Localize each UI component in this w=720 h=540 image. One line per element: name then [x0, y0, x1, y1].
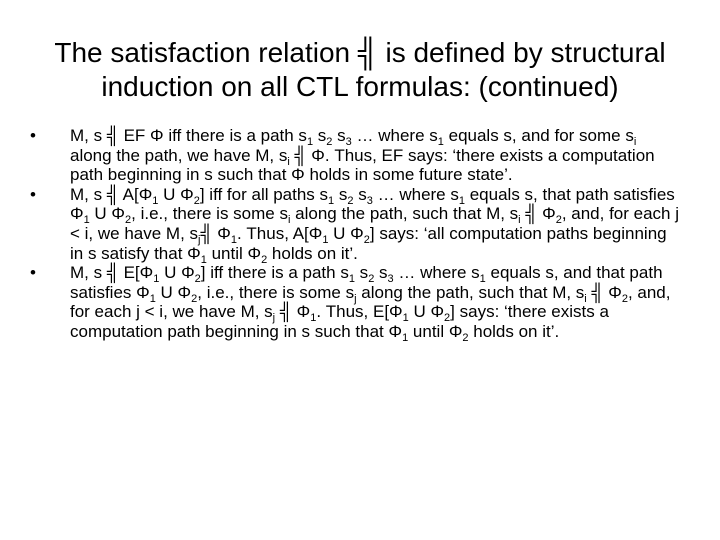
subscript: 2 [194, 273, 201, 286]
subscript: 2 [193, 194, 200, 207]
subscript: 2 [125, 214, 132, 227]
subscript: 1 [402, 331, 409, 344]
subscript: j [198, 233, 201, 246]
subscript: 2 [555, 214, 562, 227]
subscript: 2 [363, 233, 370, 246]
subscript: 1 [152, 194, 159, 207]
subscript: 1 [149, 292, 156, 305]
bullet-text-ef: M, s ╣ EF Φ iff there is a path $s_1$ $s_2$ $s_3$ … where $s_1$ equals s, and for some $s_i$ along the path, we have M, $s_i$ ╣ Φ. Thus, EF says: ‘there exists a computation path beginning in s such that Φ holds in some future state’. [70, 126, 655, 185]
subscript: i [584, 292, 587, 305]
title-line-2: induction on all CTL formulas: (continued) [101, 71, 619, 102]
bullet-marker: • [30, 184, 36, 204]
subscript: 2 [347, 194, 354, 207]
bullet-item-au [30, 184, 680, 266]
bullet-marker: • [30, 126, 36, 145]
subscript: 1 [328, 194, 335, 207]
subscript: 1 [402, 312, 409, 325]
subscript: 2 [621, 292, 628, 305]
subscript: 1 [310, 312, 317, 325]
subscript: 2 [462, 331, 469, 344]
subscript: i [287, 155, 290, 168]
subscript: 2 [368, 273, 375, 286]
title-line-1: The satisfaction relation ╣ is defined by structural [54, 37, 666, 68]
subscript: 1 [322, 233, 329, 246]
bullet-text-eu: M, s ╣ $E[\Phi_1$ U $\Phi_2$] iff there is a path $s_1$ $s_2$ $s_3$ … where $s_1$ equals s, and that path satisfies $\Phi_1$ U $\Phi_2$, i.e., there is some $s_j$ along the path, such that M, $s_i$ ╣ $\Phi_2$, and, for each j < i, we have M, $s_j$ ╣ $\Phi_1$. Thus, $E[\Phi_1$ U $\Phi_2$] says: ‘there exists a computation path beginning in s such that $\Phi_1$ until $\Phi_2$ holds on it’. [70, 263, 671, 344]
subscript: 1 [437, 136, 444, 148]
bullet-text-au: M, s ╣ $A[\Phi_1$ U $\Phi_2$] iff for all paths $s_1$ $s_2$ $s_3$ … where $s_1$ equals s, that path satisfies $\Phi_1$ U $\Phi_2$, i.e., there is some $s_i$ along the path, such that M, $s_i$ ╣ $\Phi_2$, and, for each j < i, we have M, $s_j╣$ $\Phi_1$. Thus, $A[\Phi_1$ U $\Phi_2$] says: ‘all computation paths beginning in s satisfy that $\Phi_1$ until $\Phi_2$ holds on it’. [70, 184, 679, 266]
subscript: 1 [458, 194, 465, 207]
bullet-item-eu [30, 263, 680, 344]
subscript: 2 [191, 292, 198, 305]
subscript: 1 [306, 136, 314, 148]
subscript: 2 [261, 253, 268, 266]
slide-title [20, 36, 700, 104]
subscript: i [518, 214, 521, 227]
subscript: j [354, 292, 357, 305]
subscript: 1 [83, 214, 90, 227]
subscript: 2 [326, 136, 333, 148]
subscript: 2 [444, 312, 451, 325]
subscript: j [272, 312, 276, 325]
bullet-list [30, 126, 680, 342]
subscript: 3 [387, 273, 394, 286]
bullet-marker: • [30, 263, 36, 283]
subscript: 1 [200, 253, 207, 266]
subscript: 1 [153, 273, 160, 286]
subscript: i [633, 136, 637, 148]
subscript: 3 [345, 136, 352, 148]
subscript: 1 [230, 233, 237, 246]
bullet-item-ef [30, 126, 680, 185]
subscript: 1 [479, 273, 486, 286]
subscript: i [287, 214, 291, 227]
subscript: 3 [366, 194, 373, 207]
subscript: 1 [348, 273, 355, 286]
